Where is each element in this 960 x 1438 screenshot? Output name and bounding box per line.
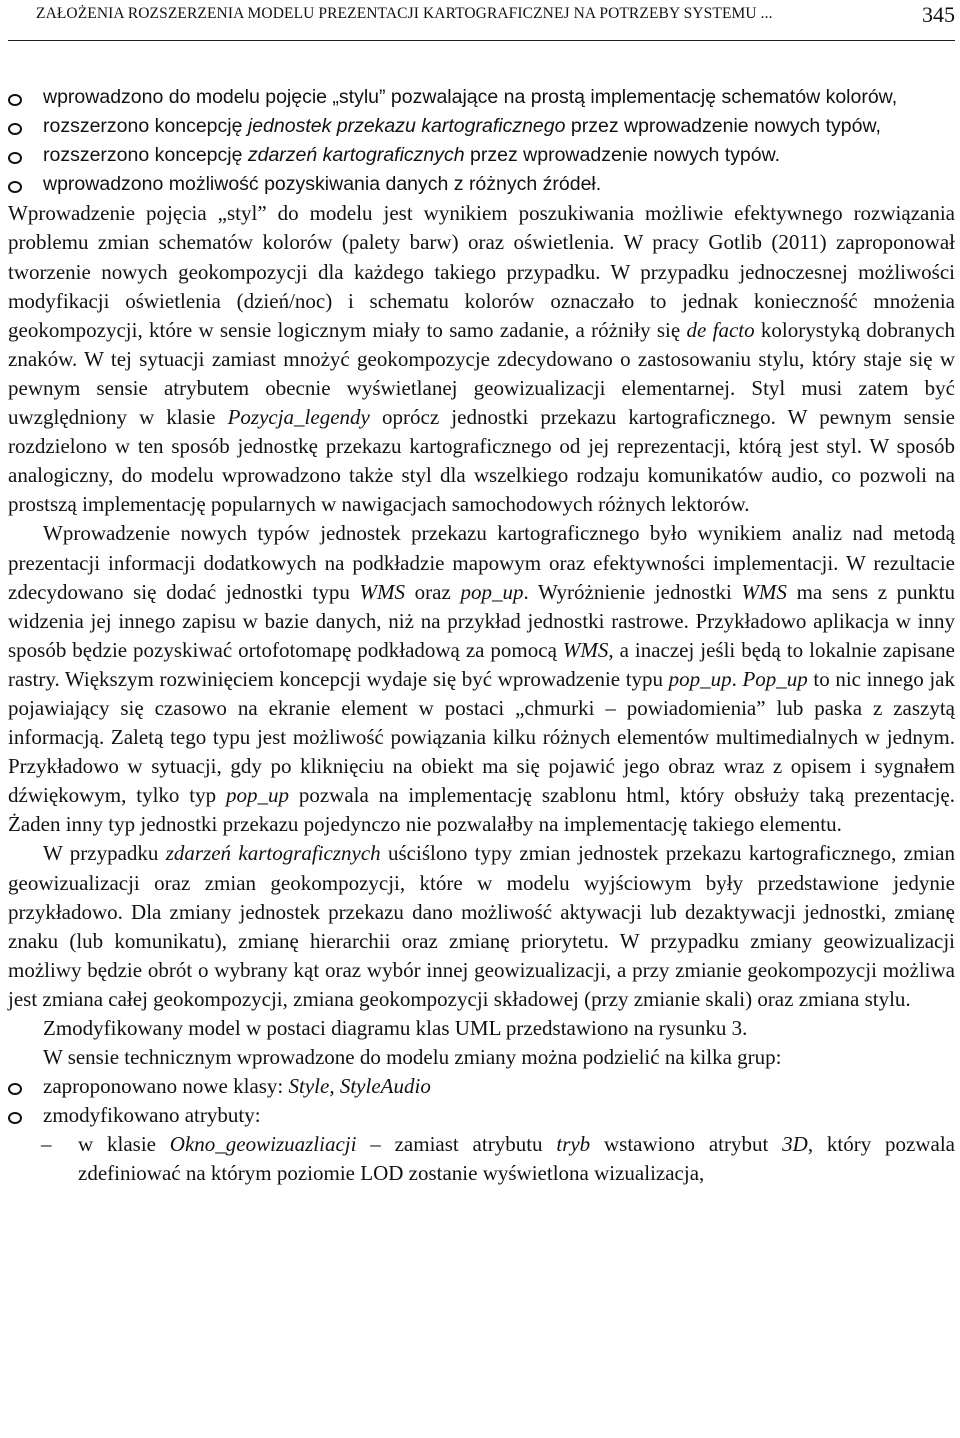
- body-paragraph: [8, 1014, 955, 1043]
- page: [8, 0, 955, 1189]
- body-paragraph: [8, 519, 955, 839]
- italic-text: 3D: [782, 1132, 808, 1157]
- italic-text: Okno_geowizuazliacji: [169, 1132, 357, 1157]
- text-run: uściślono typy zmian jednostek przekazu kartograficznego, zmian geowizualizacji oraz zmian geokompozycji, które w modelu wyjściowym były przedstawione jedynie przykładowo. Dla zmiany jednostek przekazu dano możliwość aktywacji lub dezaktywacji jednostki, zmianę znaku (lub komunikatu), zmianę hierarchii oraz zmianę priorytetu. W przypadku zmiany geowizualizacji możliwy będzie obrót o wybrany kąt oraz wybór innej geowizualizacji, a przy zmianie geokompozycji możliwa jest zmiana całej geokompozycji, zmiana geokompozycji składowej (przy zmianie skali) oraz zmiana stylu.: [8, 841, 955, 1011]
- bullet-item: [8, 83, 955, 112]
- body-paragraph: [8, 1043, 955, 1072]
- body-paragraph: [8, 199, 955, 519]
- italic-text: de facto: [686, 317, 755, 342]
- italic-text: WMS: [741, 579, 787, 604]
- bullet-marker-icon: [8, 1083, 22, 1095]
- bullet-item: [8, 1101, 955, 1130]
- text-run: przez wprowadzenie nowych typów,: [565, 115, 881, 138]
- text-run: zaproponowano nowe klasy:: [43, 1074, 289, 1099]
- italic-text: zdarzeń kartograficznych: [247, 144, 465, 167]
- bullet-item: [8, 112, 955, 141]
- text-run: Wprowadzenie nowych typów jednostek przekazu kartograficznego było wynikiem analiz nad metodą prezentacji informacji dodatkowych na podkładzie mapowym oraz efektywności implementacji. W rezultacie zdecydowano się dodać jednostki typu: [8, 521, 955, 604]
- italic-text: WMS: [359, 579, 405, 604]
- page-number: 345: [922, 2, 955, 27]
- text-run: , a inaczej jeśli będą to lokalnie zapisane rastry. Większym rozwinięciem koncepcji wydaje się być wprowadzenie typu: [8, 637, 956, 691]
- running-title: ZAŁOŻENIA ROZSZERZENIA MODELU PREZENTACJI KARTOGRAFICZNEJ NA POTRZEBY SYSTEMU ...: [36, 5, 773, 22]
- text-run: rozszerzono koncepcję: [43, 115, 248, 138]
- text-run: oprócz jednostki przekazu kartograficznego. W pewnym sensie rozdzielono w ten sposób jednostkę przekazu kartograficznego od jej reprezentacji, którą jest styl. W sposób analogiczny, do modelu wprowadzono także styl dla wszelkiego rodzaju komunikatów audio, co pozwoli na prostszą implementację popularnych w nawigacjach samochodowych różnych lektorów.: [8, 405, 956, 517]
- bullet-list-top: [8, 83, 955, 199]
- page-body: [8, 41, 955, 1189]
- text-run: kolorystyką dobranych znaków. W tej sytuacji zamiast mnożyć geokompozycje zdecydowano o zastosowaniu stylu, który staje się w pewnym sensie atrybutem obecnie wyświetlanej geowizualizacji elementarnej. Styl musi zatem być uwzględniony w klasie: [8, 317, 956, 430]
- text-run: wstawiono atrybut: [590, 1132, 783, 1157]
- bullet-marker-icon: [8, 181, 22, 193]
- text-run: W przypadku: [43, 841, 166, 866]
- italic-text: WMS: [562, 637, 609, 662]
- text-run: .: [731, 666, 743, 691]
- bullet-marker-icon: [8, 152, 22, 164]
- italic-text: Pozycja_legendy: [227, 405, 370, 430]
- text-run: oraz: [405, 579, 461, 604]
- bullet-item: [8, 1072, 955, 1101]
- bullet-marker-icon: [8, 123, 22, 135]
- italic-text: jednostek przekazu kartograficznego: [247, 115, 566, 138]
- page-header: [8, 0, 955, 41]
- text-run: ma sens z punktu widzenia jej innego zapisu w bazie danych, niż na przykład jednostki rastrowe. Przykładowo aplikacja w inny sposób będzie pozyskiwać ortofotomapę podkładową za pomocą: [8, 579, 956, 662]
- text-run: pozwala na implementację szablonu html, który obsłuży taką prezentację. Żaden inny typ jednostki przekazu pojedynczo nie pozwalałby na implementację takiego elementu.: [8, 783, 955, 837]
- text-run: rozszerzono koncepcję: [43, 144, 248, 167]
- text-run: – zamiast atrybutu: [356, 1132, 557, 1157]
- italic-text: zdarzeń kartograficznych: [165, 841, 381, 866]
- text-run: wprowadzono do modelu pojęcie „stylu” pozwalające na prostą implementację schematów kolorów,: [43, 86, 898, 108]
- text-run: . Wyróżnienie jednostki: [523, 579, 742, 604]
- italic-text: pop_up: [225, 783, 289, 808]
- dash-marker: –: [41, 1132, 52, 1157]
- italic-text: tryb: [556, 1132, 591, 1157]
- dash-list-item: [8, 1130, 955, 1188]
- text-run: W sensie technicznym wprowadzone do modelu zmiany można podzielić na kilka grup:: [43, 1045, 782, 1070]
- text-run: w klasie: [78, 1132, 170, 1157]
- bullet-item: [8, 141, 955, 170]
- text-run: to nic innego jak pojawiający się czasowo na ekranie element w postaci „chmurki – powiadomienia” lub paska z zaszytą informacją. Zaletą tego typu jest możliwość powiązania kilku różnych elementów multimedialnych w jednym. Przykładowo w sytuacji, gdy po kliknięciu na obiekt ma się pojawić jego obraz wraz z opisem i sygnałem dźwiękowym, tylko typ: [8, 666, 955, 808]
- body-paragraph: [8, 839, 955, 1014]
- text-run: Zmodyfikowany model w postaci diagramu klas UML przedstawiono na rysunku 3.: [43, 1016, 748, 1040]
- text-run: wprowadzono możliwość pozyskiwania danych z różnych źródeł.: [43, 173, 602, 196]
- text-run: przez wprowadzenie nowych typów.: [464, 144, 781, 167]
- bullet-marker-icon: [8, 1112, 22, 1124]
- italic-text: Pop_up: [742, 666, 808, 691]
- bullet-list-bottom: [8, 1072, 955, 1130]
- paragraph-group: [8, 199, 955, 1072]
- bullet-item: [8, 170, 955, 199]
- bullet-marker-icon: [8, 94, 22, 106]
- italic-text: pop_up: [460, 579, 524, 604]
- italic-text: pop_up: [668, 666, 732, 691]
- text-run: Wprowadzenie pojęcia „styl” do modelu jest wynikiem poszukiwania możliwie efektywnego rozwiązania problemu zmian schematów kolorów (palety barw) oraz oświetlenia. W pracy Gotlib (2011) zaproponował tworzenie nowych geokompozycji dla każdego takiego przypadku. W przypadku jednoczesnej możliwości modyfikacji oświetlenia (dzień/noc) i schematu kolorów oznaczało to jednak konieczność mnożenia geokompozycji, które w sensie logicznym miały to samo zadanie, a różniły się: [8, 201, 955, 342]
- text-run: , który pozwala zdefiniować na którym poziomie LOD zostanie wyświetlona wizualizacja,: [78, 1132, 955, 1186]
- text-run: zmodyfikowano atrybuty:: [43, 1103, 261, 1128]
- italic-text: Style, StyleAudio: [288, 1074, 431, 1099]
